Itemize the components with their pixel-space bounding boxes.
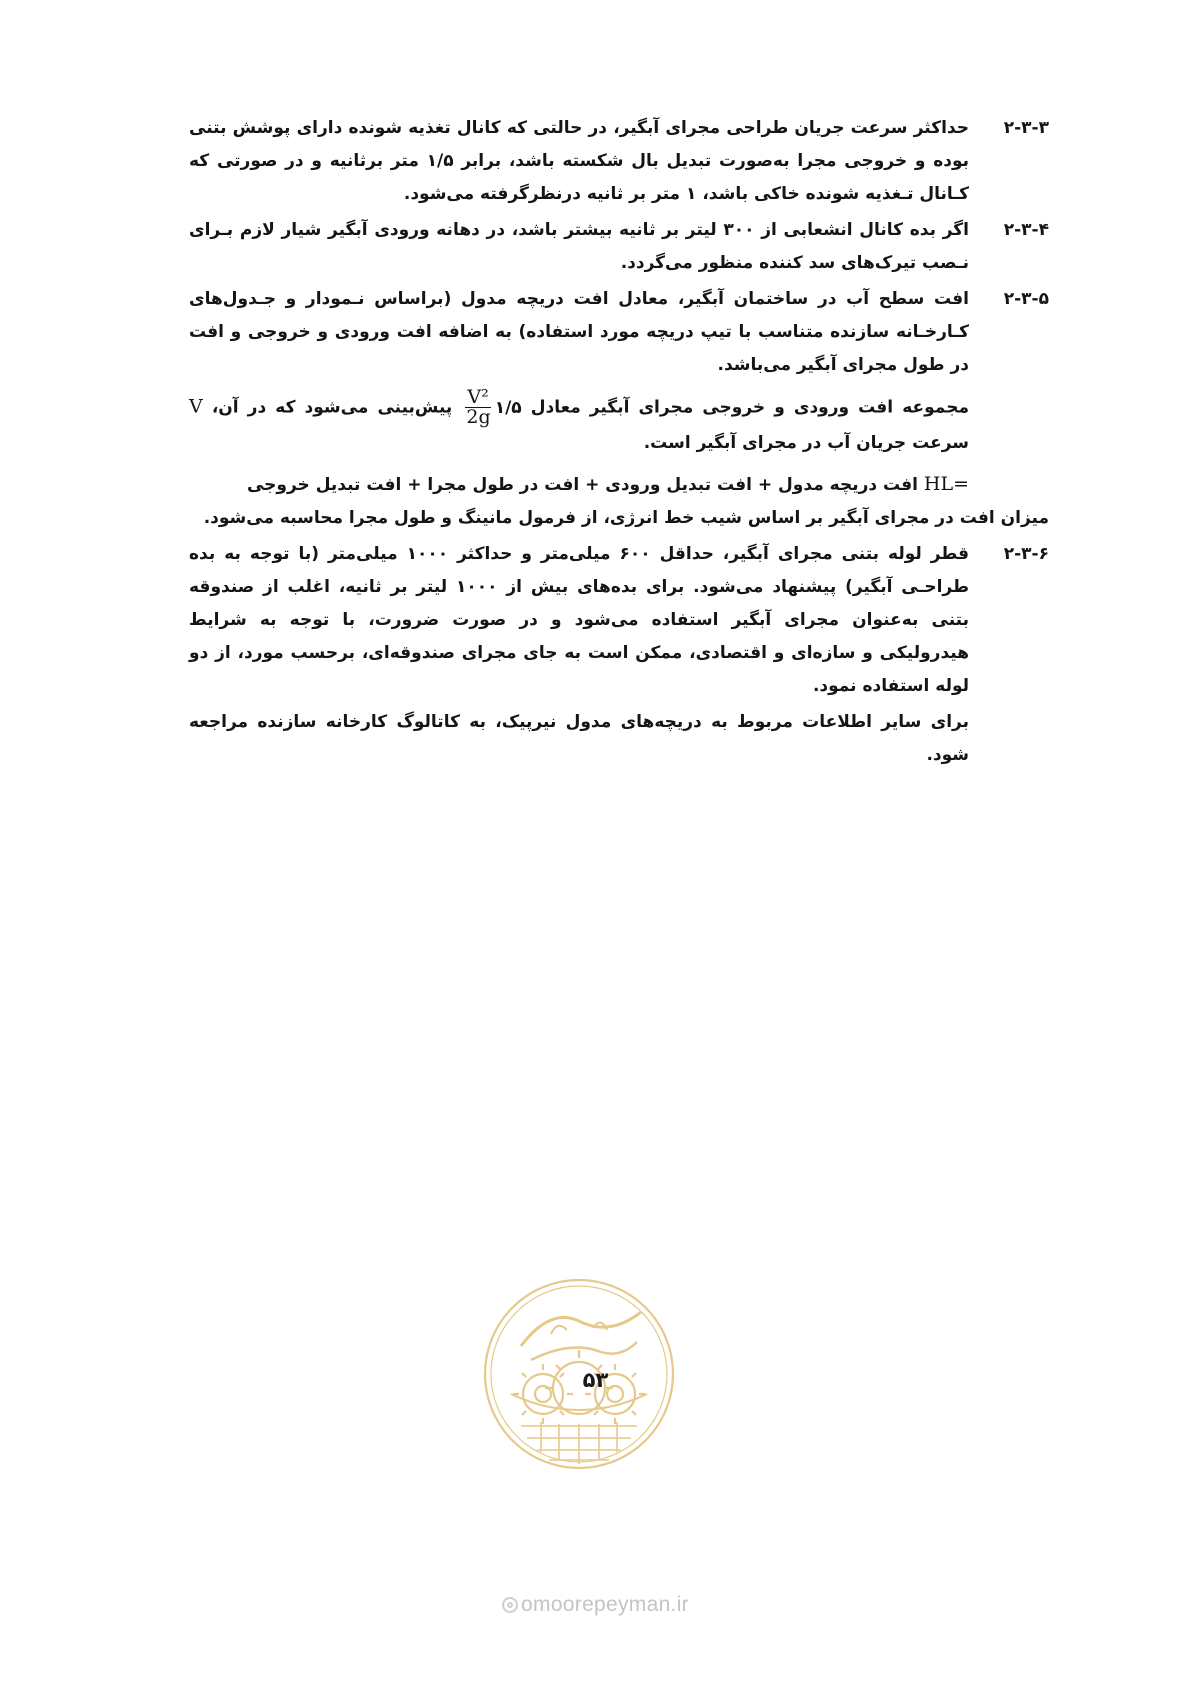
- loss-paragraph: [189, 388, 1049, 460]
- at-sign-icon: [502, 1597, 518, 1613]
- loss-text-before: مجموعه افت ورودی و خروجی مجرای آبگیر معادل: [530, 397, 969, 418]
- website-watermark: [0, 1593, 1191, 1617]
- section-2-3-4: [189, 214, 1049, 280]
- closing-paragraph: برای سایر اطلاعات مربوط به دریچه‌های مدول نیرپیک، به کاتالوگ کارخانه سازنده مراجعه شود.: [189, 712, 969, 765]
- section-2-3-5: [189, 283, 1049, 382]
- loss-coefficient: ۱/۵: [494, 397, 522, 418]
- page-number: ۵۳: [582, 1368, 609, 1392]
- velocity-head-fraction: [465, 388, 490, 427]
- loss-text-after: سرعت جریان آب در مجرای آبگیر است.: [643, 433, 969, 453]
- section-text: قطر لوله بتنی مجرای آبگیر، حداقل ۶۰۰ میلی‌متر و حداکثر ۱۰۰۰ میلی‌متر (با توجه به بده طراحـی آبگیر) پیشنهاد می‌شود. برای بده‌های بیش از ۱۰۰۰ لیتر بر ثانیه، اغلب از صندوقه بتنی به‌عنوان مجرای آبگیر استفاده می‌شود و در صورت ضرورت، با توجه به شرایط هیدرولیکی و سازه‌ای و اقتصادی، ممکن است به جای مجرای صندوقه‌ای، برحسب مورد، از دو لوله استفاده نمود.: [189, 544, 969, 696]
- section-number: ۲-۳-۳: [1003, 118, 1049, 138]
- hl-lhs: HL=: [923, 473, 969, 495]
- fraction-numerator: V²: [467, 386, 489, 408]
- section-text: حداکثر سرعت جریان طراحی مجرای آبگیر، در حالتی که کانال تغذیه شونده دارای پوشش بتنی بوده و خروجی مجرا به‌صورت تبدیل بال شکسته باشد، برابر ۱/۵ متر برثانیه و در صورتی که کـانال تـغذیه شونده خاکی باشد، ۱ متر بر ثانیه درنظرگرفته می‌شود.: [189, 118, 969, 204]
- velocity-symbol: V: [189, 395, 203, 418]
- section-text: افت سطح آب در ساختمان آبگیر، معادل افت دریچه مدول (براساس نـمودار و جـدول‌های کـارخـانه سازنده متناسب با تیپ دریچه مورد استفاده) به اضافه افت ورودی و خروجی و افت در طول مجرای آبگیر می‌باشد.: [189, 289, 969, 375]
- hl-rhs: افت دریچه مدول + افت تبدیل ورودی + افت در طول مجرا + افت تبدیل خروجی: [246, 475, 918, 495]
- document-body: [189, 112, 1049, 775]
- manning-paragraph: میزان افت در مجرای آبگیر بر اساس شیب خط انرژی، از فرمول مانینگ و طول مجرا محاسبه می‌شود.: [203, 508, 1049, 528]
- section-2-3-6: [189, 538, 1049, 703]
- section-text: اگر بده کانال انشعابی از ۳۰۰ لیتر بر ثانیه بیشتر باشد، در دهانه ورودی آبگیر شیار لازم بـرای نـصب تیرک‌های سد کننده منظور می‌گردد.: [189, 220, 970, 273]
- loss-text-middle: پیش‌بینی می‌شود که در آن،: [211, 397, 453, 418]
- section-2-3-3: [189, 112, 1049, 211]
- section-number: ۲-۳-۵: [1003, 289, 1049, 309]
- hl-equation: [189, 468, 1049, 502]
- website-text: omoorepeyman.ir: [521, 1593, 689, 1616]
- section-number: ۲-۳-۴: [1003, 220, 1049, 240]
- section-number: ۲-۳-۶: [1003, 544, 1049, 564]
- loss-formula: [452, 386, 522, 428]
- fraction-denominator: 2g: [466, 406, 491, 428]
